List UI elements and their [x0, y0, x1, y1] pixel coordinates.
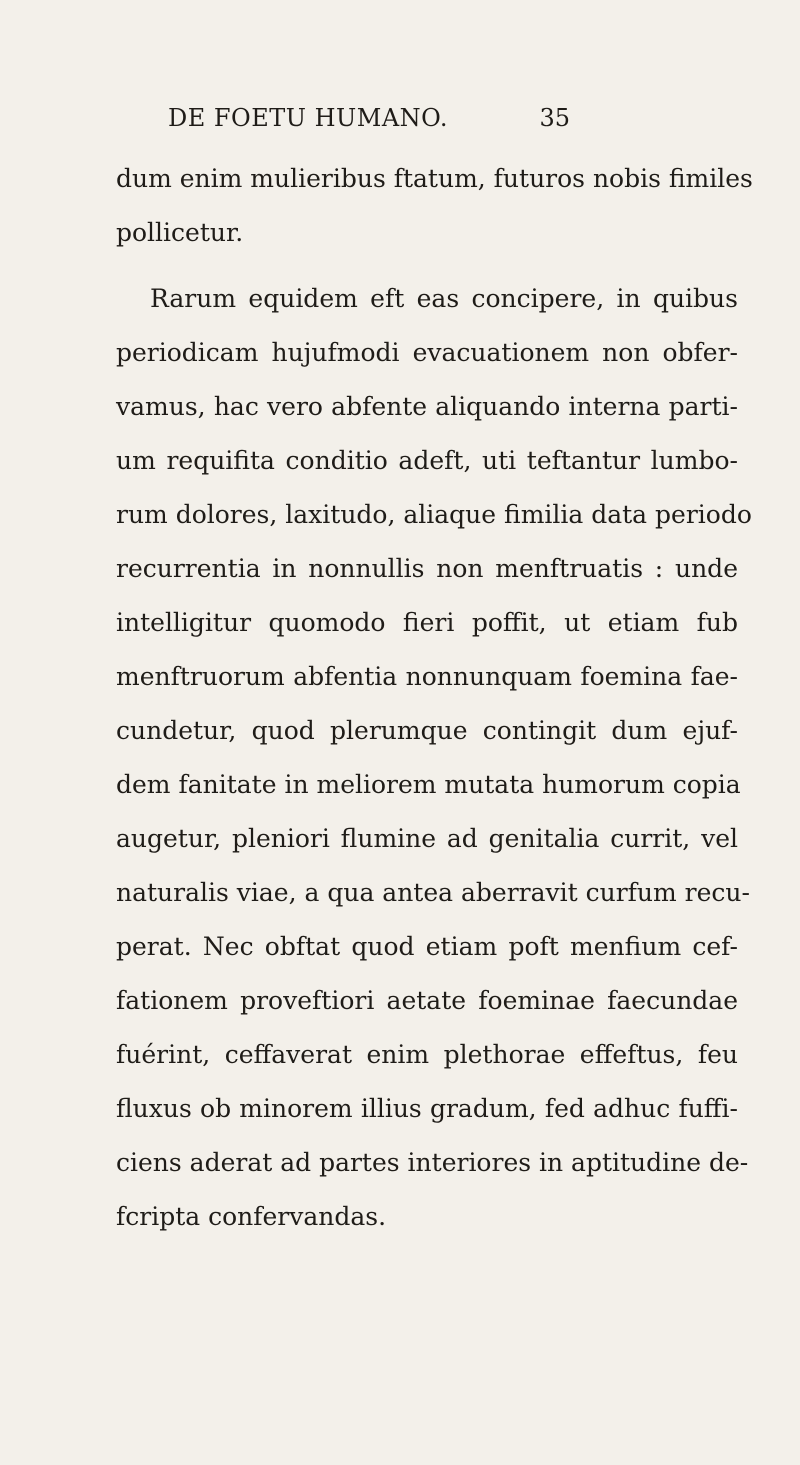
text-line: pollicetur. — [116, 218, 244, 247]
text-line: dem fanitate in meliorem mutata humorum copia — [116, 770, 741, 799]
text-line: fationem proveftiori aetate foeminae faecundae — [116, 986, 738, 1015]
text-line: perat. Nec obftat quod etiam poft menfium cef- — [116, 932, 738, 961]
text-line: fluxus ob minorem illius gradum, fed adhuc fuffi- — [116, 1094, 738, 1123]
text-line: menftruorum abfentia nonnunquam foemina fae- — [116, 662, 738, 691]
text-line: intelligitur quomodo fieri poffit, ut etiam fub — [116, 608, 738, 637]
text-line: naturalis viae, a qua antea aberravit curfum recu- — [116, 878, 750, 907]
text-line: recurrentia in nonnullis non menftruatis : unde — [116, 554, 738, 583]
running-head — [168, 104, 570, 144]
paragraph-2 — [116, 272, 752, 1244]
text-line: augetur, pleniori flumine ad genitalia currit, vel — [116, 824, 738, 853]
text-line: um requifita conditio adeft, uti teftantur lumbo- — [116, 446, 738, 475]
text-line: ciens aderat ad partes interiores in aptitudine de- — [116, 1148, 749, 1177]
text-line: periodicam hujufmodi evacuationem non obfer- — [116, 338, 738, 367]
header-title: DE FOETU HUMANO. — [168, 104, 449, 132]
paragraph-1 — [116, 152, 753, 260]
page-number: 35 — [539, 104, 570, 132]
text-line: fcripta confervandas. — [116, 1202, 387, 1231]
body-text — [116, 152, 753, 1244]
text-line: rum dolores, laxitudo, aliaque fimilia data periodo — [116, 500, 752, 529]
text-line: vamus, hac vero abfente aliquando interna parti- — [116, 392, 738, 421]
text-line: cundetur, quod plerumque contingit dum ejuf- — [116, 716, 738, 745]
text-line: dum enim mulieribus ftatum, futuros nobis fimiles — [116, 164, 753, 193]
text-line: Rarum equidem eft eas concipere, in quibus — [150, 284, 738, 313]
text-line: fuérint, ceffaverat enim plethorae effeftus, feu — [116, 1040, 738, 1069]
